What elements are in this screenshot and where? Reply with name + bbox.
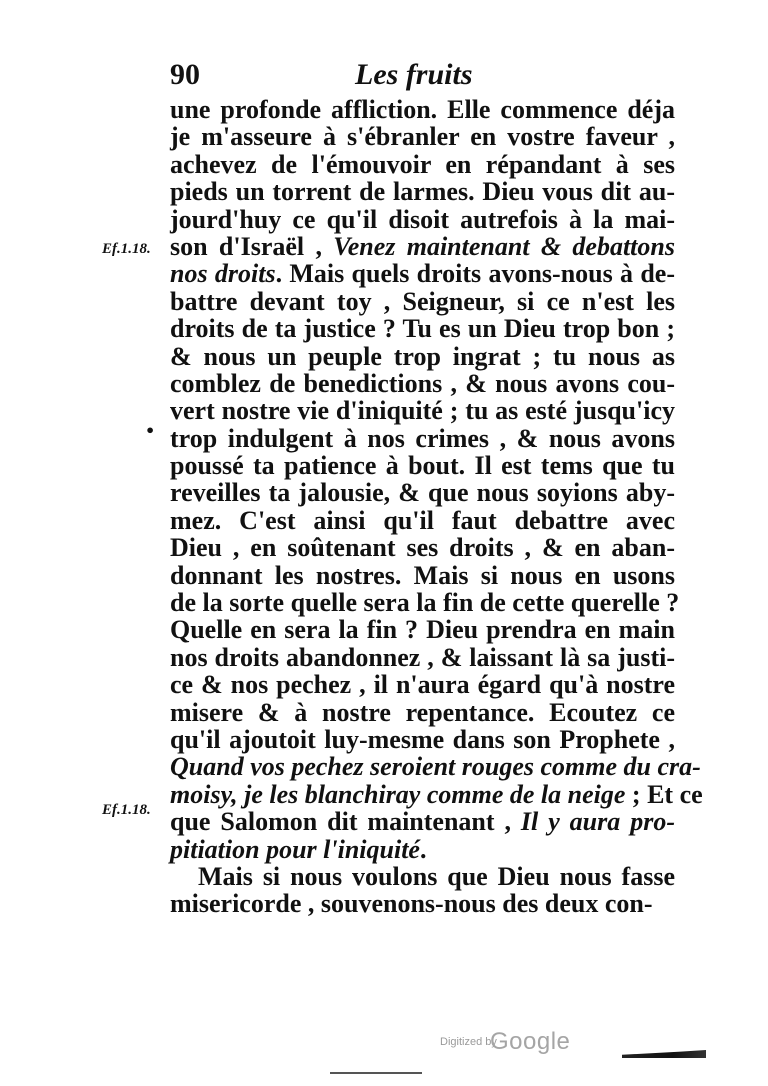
text-line	[170, 315, 675, 342]
text-line	[170, 507, 675, 534]
text-segment: ce & nos pechez , il n'aura égard qu'à nostre	[170, 670, 675, 700]
text-segment: misere & à nostre repentance. Ecoutez ce	[170, 697, 675, 727]
text-line	[170, 779, 703, 809]
text-segment: son d'Israël ,	[170, 231, 334, 261]
margin-reference-1: Ef.1.18.	[102, 241, 151, 257]
text-segment: battre devant toy , Seigneur, si ce n'est les	[170, 286, 675, 316]
text-segment: poussé ta patience à bout. Il est tems que tu	[170, 451, 675, 481]
italic-text-segment: Quand vos pechez seroient rouges comme du cra-	[170, 752, 701, 782]
text-segment: trop indulgent à nos crimes , & nous avons	[170, 423, 675, 453]
text-line	[170, 890, 675, 917]
text-line	[170, 836, 675, 863]
text-line	[170, 96, 675, 123]
text-line	[170, 752, 701, 782]
italic-text-segment: moisy, je les blanchiray comme de la neige	[170, 779, 626, 809]
text-segment: .	[419, 834, 427, 864]
text-segment: Dieu , en soûtenant ses droits , & en aban-	[170, 533, 675, 563]
text-line	[170, 671, 675, 698]
text-segment: qu'il ajoutoit luy-mesme dans son Prophete ,	[170, 724, 675, 754]
page-number: 90	[170, 58, 200, 91]
text-line	[170, 616, 675, 643]
page-header	[170, 58, 670, 98]
text-line	[170, 123, 675, 150]
text-line	[170, 588, 680, 618]
text-segment: Mais si nous voulons que Dieu nous fasse	[198, 861, 675, 891]
italic-text-segment: Venez maintenant & debattons	[333, 231, 675, 261]
text-segment: de la sorte quelle sera la fin de cette querelle ?	[170, 588, 680, 618]
text-line	[170, 534, 675, 561]
text-line	[170, 260, 675, 287]
text-segment: donnant les nostres. Mais si nous en usons	[170, 560, 675, 590]
text-line	[170, 288, 675, 315]
text-line	[170, 863, 675, 890]
text-line	[170, 452, 675, 479]
catchword-mark	[622, 1050, 706, 1058]
text-line	[170, 808, 675, 835]
text-line	[170, 397, 675, 424]
text-segment: une profonde affliction. Elle commence déja	[170, 95, 675, 124]
text-line	[170, 644, 675, 671]
text-segment: ; Et ce	[625, 779, 703, 809]
text-segment: reveilles ta jalousie, & que nous soyions aby-	[170, 478, 675, 508]
italic-text-segment: nos droits	[170, 259, 276, 289]
text-line	[170, 562, 675, 589]
text-segment: droits de ta justice ? Tu es un Dieu trop bon ;	[170, 314, 675, 344]
text-segment: pieds un torrent de larmes. Dieu vous dit au-	[170, 177, 675, 207]
text-segment: . Mais quels droits avons-nous à de-	[275, 259, 675, 289]
text-line	[170, 479, 675, 506]
text-segment: jourd'huy ce qu'il disoit autrefois à la mai-	[170, 204, 675, 234]
text-segment: Quelle en sera la fin ? Dieu prendra en main	[170, 615, 675, 645]
text-line	[170, 343, 675, 370]
text-segment: misericorde , souvenons-nous des deux con-	[170, 889, 653, 919]
bottom-rule	[330, 1072, 422, 1074]
text-line	[170, 233, 675, 260]
text-segment: que Salomon dit maintenant ,	[170, 807, 521, 837]
text-segment: & nous un peuple trop ingrat ; tu nous as	[170, 341, 675, 371]
text-segment: je m'asseure à s'ébranler en vostre faveur ,	[170, 122, 675, 152]
text-segment: nos droits abandonnez , & laissant là sa justi-	[170, 642, 675, 672]
digitized-by-label: Digitized by	[440, 1036, 497, 1048]
text-segment: vert nostre vie d'iniquité ; tu as esté jusqu'icy	[170, 396, 675, 426]
body-text	[170, 95, 703, 919]
text-line	[170, 178, 675, 205]
italic-text-segment: pitiation pour l'iniquité	[170, 834, 420, 864]
text-segment: achevez de l'émouvoir en répandant à ses	[170, 149, 675, 179]
text-line	[170, 726, 675, 753]
margin-reference-2: Ef.1.18.	[102, 802, 151, 818]
google-watermark: Google	[490, 1028, 571, 1055]
running-title: Les fruits	[355, 58, 473, 91]
text-segment: comblez de benedictions , & nous avons cou-	[170, 368, 675, 398]
italic-text-segment: Il y aura pro-	[520, 807, 675, 837]
margin-bullet: •	[145, 421, 156, 440]
text-line	[170, 370, 675, 397]
text-line	[170, 151, 675, 178]
text-line	[170, 425, 675, 452]
text-line	[170, 699, 675, 726]
text-segment: mez. C'est ainsi qu'il faut debattre avec	[170, 505, 675, 535]
text-line	[170, 206, 675, 233]
